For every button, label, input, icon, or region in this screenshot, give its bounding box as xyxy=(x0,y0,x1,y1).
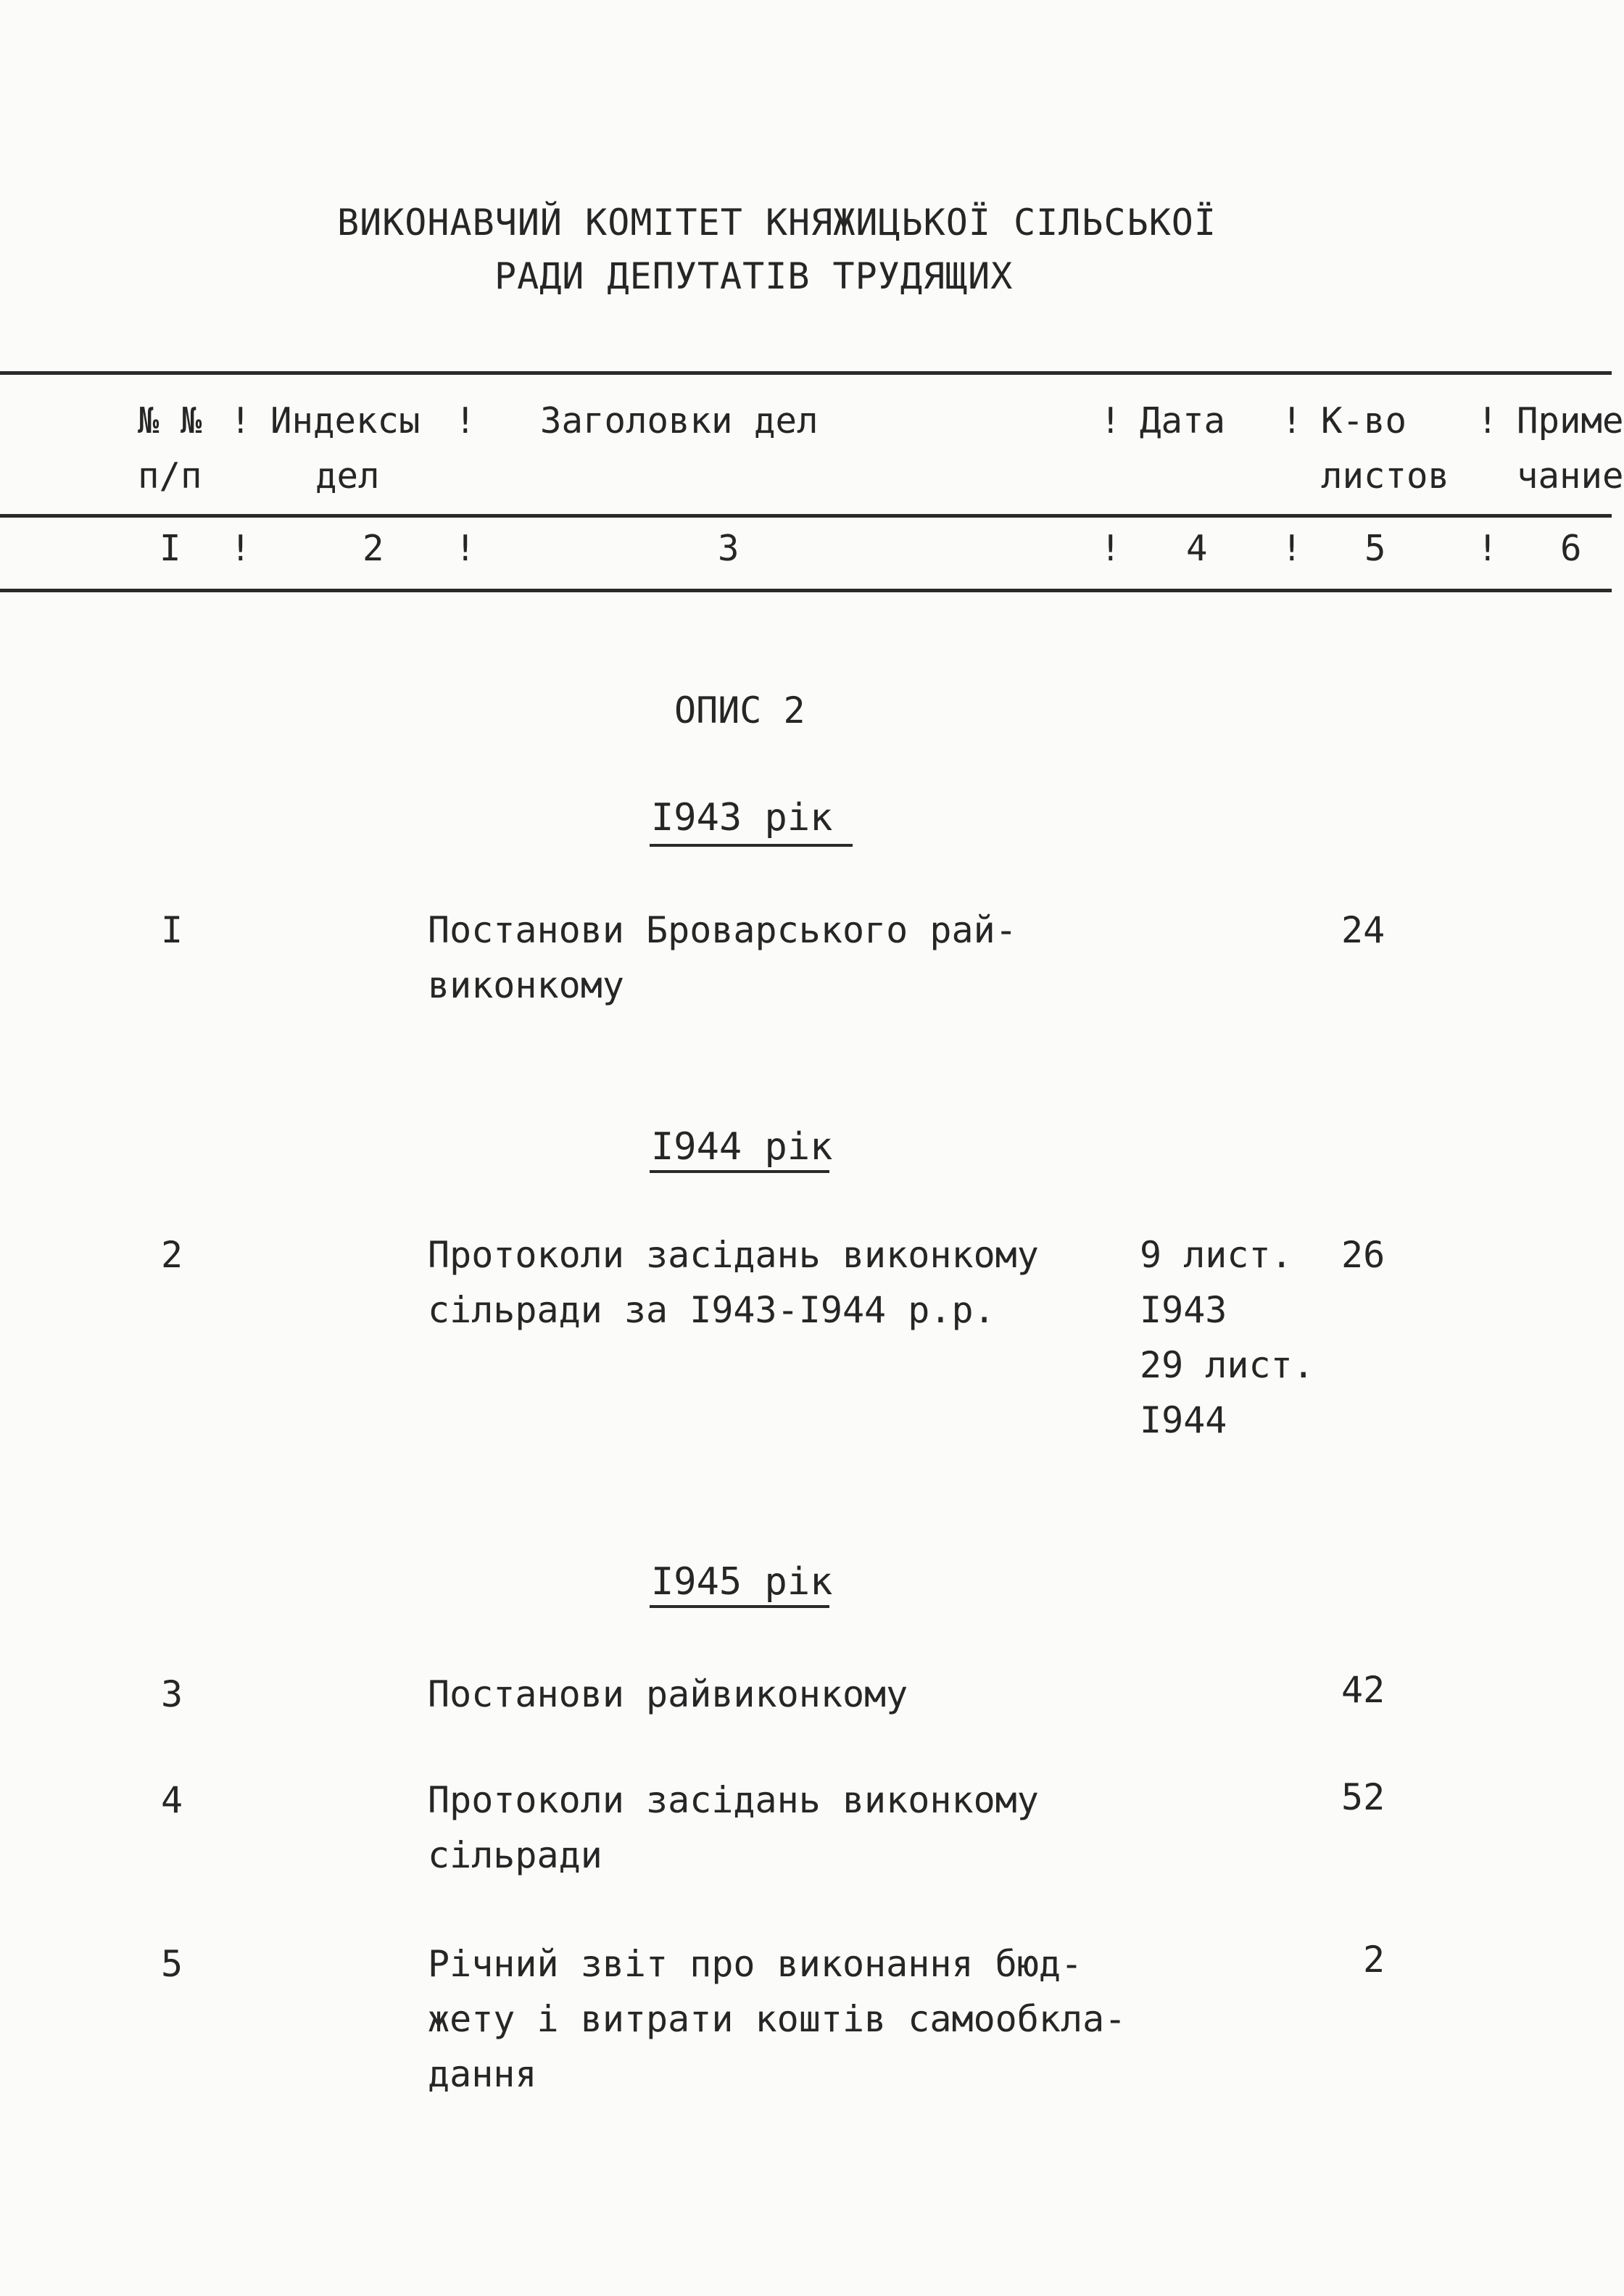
entry-sheets: 2 xyxy=(1363,1939,1385,1981)
entry-title-line: жету і витрати коштів самообкла- xyxy=(428,1998,1127,2040)
header-col3: Заголовки дел xyxy=(540,400,819,442)
entry-number: 4 xyxy=(161,1779,183,1821)
header-col4: Дата xyxy=(1140,400,1226,442)
entry-title-line: Протоколи засідань виконкому xyxy=(428,1779,1039,1821)
column-number: 3 xyxy=(718,528,740,569)
entry-sheets: 26 xyxy=(1341,1234,1385,1276)
header-rule-middle xyxy=(0,514,1612,518)
header-rule-top xyxy=(0,371,1612,375)
entry-title-line: Протоколи засідань виконкому xyxy=(428,1234,1039,1276)
entry-number: 2 xyxy=(161,1234,183,1276)
header-separator: ! xyxy=(1477,400,1499,442)
header-col1-line1: № № xyxy=(138,400,202,442)
column-number: 6 xyxy=(1560,528,1582,569)
document-title-line-2: РАДИ ДЕПУТАТІВ ТРУДЯЩИХ xyxy=(494,255,1014,297)
header-col6-line2: чание xyxy=(1517,455,1624,497)
header-col6-line1: Приме xyxy=(1517,400,1624,442)
header-separator: ! xyxy=(455,400,476,442)
entry-title-line: Постанови райвиконкому xyxy=(428,1673,908,1715)
entry-sheets: 42 xyxy=(1341,1669,1385,1711)
entry-title-line: сільради за I943-I944 р.р. xyxy=(428,1289,995,1331)
entry-number: 3 xyxy=(161,1673,183,1715)
year-underline xyxy=(650,844,853,847)
entry-date-line: 29 лист. xyxy=(1140,1344,1314,1386)
header-separator: ! xyxy=(230,400,252,442)
year-heading: I944 рік xyxy=(651,1125,833,1169)
entry-sheets: 24 xyxy=(1341,909,1385,951)
header-rule-bottom xyxy=(0,589,1612,592)
header-col1-line2: п/п xyxy=(138,455,202,497)
year-underline xyxy=(650,1605,829,1608)
entry-date-line: I943 xyxy=(1140,1289,1227,1331)
entry-title-line: виконкому xyxy=(428,964,624,1006)
opis-heading: ОПИС 2 xyxy=(674,689,805,732)
entry-sheets: 52 xyxy=(1341,1776,1385,1818)
entry-title-line: Річний звіт про виконання бюд- xyxy=(428,1943,1083,1985)
document-title-line-1: ВИКОНАВЧИЙ КОМІТЕТ КНЯЖИЦЬКОЇ СІЛЬСЬКОЇ xyxy=(337,202,1217,244)
header-col2-line2: дел xyxy=(315,455,380,497)
entry-title-line: Постанови Броварського рай- xyxy=(428,909,1017,951)
entry-title-line: дання xyxy=(428,2053,537,2095)
header-col2-line1: Индексы xyxy=(270,400,420,442)
year-heading: I943 рік xyxy=(651,796,833,840)
column-number: 2 xyxy=(362,528,384,569)
header-separator: ! xyxy=(1281,400,1303,442)
header-separator: ! xyxy=(1100,528,1122,569)
entry-number: 5 xyxy=(161,1943,183,1985)
column-number: 5 xyxy=(1364,528,1386,569)
entry-date-line: I944 xyxy=(1140,1399,1227,1441)
year-heading: I945 рік xyxy=(651,1560,833,1604)
header-separator: ! xyxy=(1281,528,1303,569)
entry-title-line: сільради xyxy=(428,1834,602,1876)
entry-number: I xyxy=(161,909,183,951)
column-number: I xyxy=(160,528,181,569)
header-col5-line2: листов xyxy=(1321,455,1450,497)
column-number: 4 xyxy=(1186,528,1208,569)
header-separator: ! xyxy=(1100,400,1122,442)
year-underline xyxy=(650,1170,829,1173)
header-separator: ! xyxy=(1477,528,1499,569)
entry-date-line: 9 лист. xyxy=(1140,1234,1293,1276)
header-separator: ! xyxy=(230,528,252,569)
header-col5-line1: К-во xyxy=(1321,400,1407,442)
header-separator: ! xyxy=(455,528,476,569)
